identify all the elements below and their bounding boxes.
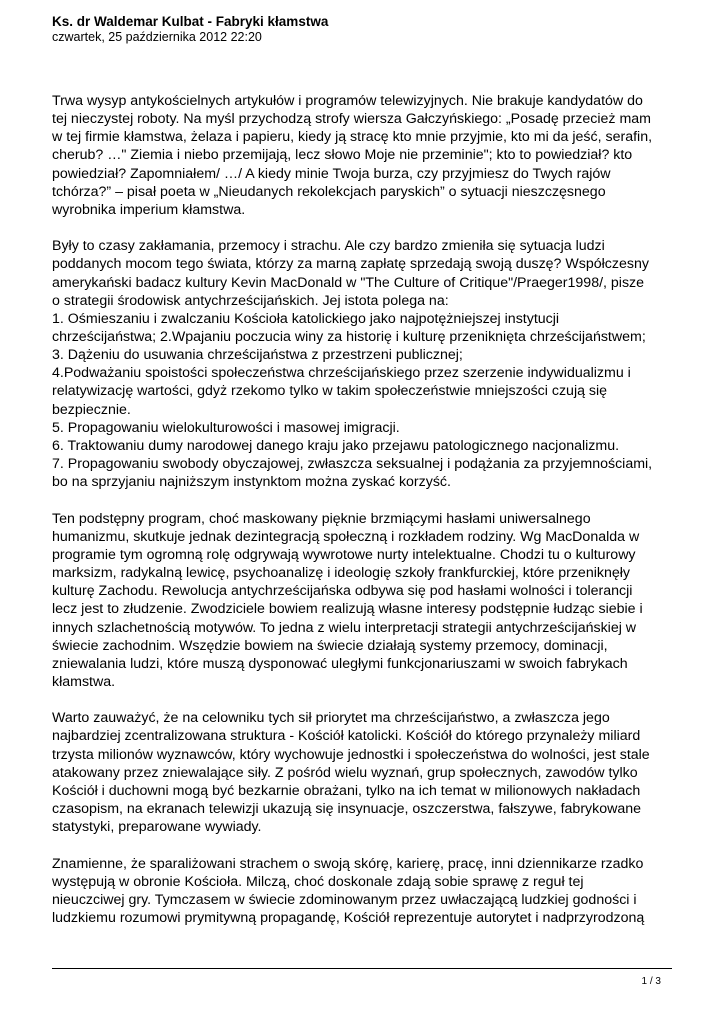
page-number: 1 / 3 (641, 976, 661, 987)
text-line: czasopism, na ekranach telewizji ukazują się insynuacje, oszczerstwa, fałszywe, fabrykowane (52, 801, 642, 818)
paragraph (52, 92, 677, 219)
list-line: 3. Dążeniu do usuwania chrześcijaństwa z przestrzeni publicznej; (52, 347, 463, 364)
text-line: Trwa wysyp antykościelnych artykułów i programów telewizyjnych. Nie brakuje kandydatów do (52, 93, 643, 109)
paragraph (52, 709, 677, 836)
text-line: poddanych mocom tego świata, którzy za marną zapłatę sprzedają swoją duszę? Współczesny (52, 256, 649, 273)
text-line: tchórza?” – pisał poeta w „Nieudanych rekolekcjach paryskich” o sytuacji nieszczęsnego (52, 183, 606, 200)
text-line: marksizm, radykalną lewicę, psychoanalizę i ideologię szkoły frankfurckiej, które przeniknęły (52, 565, 630, 582)
text-line: programie tym ogromną rolę odgrywają wywrotowe nurty intelektualne. Chodzi tu o kulturowy (52, 546, 636, 563)
text-line: Były to czasy zakłamania, przemocy i strachu. Ale czy bardzo zmieniła się sytuacja ludzi (52, 238, 605, 255)
list-line: relatywizację wartości, gdyż rzekomo tylko w takim społeczeństwie mniejszości czują się (52, 383, 608, 400)
text-line: amerykański badacz kultury Kevin MacDonald w "The Culture of Critique"/Praeger1998/, pisze (52, 274, 645, 291)
text-line: innych szlachetnością motywów. To jedna z wielu interpretacji strategii antychrześcijańskiej w (52, 619, 637, 636)
text-line: o strategii środowisk antychrześcijańskich. Jej istota polega na: (52, 292, 449, 309)
list-line: bezpiecznie. (52, 401, 131, 418)
list-line: 6. Traktowaniu dumy narodowej danego kraju jako przejawu patologicznego nacjonalizmu. (52, 437, 620, 454)
text-line: ludzkiemu rozumowi prymitywną propagandę, Kościół reprezentuje autorytet i nadprzyrodzoną (52, 909, 645, 926)
paragraph-spacer (52, 491, 677, 509)
text-line: występują w obronie Kościoła. Milczą, choć doskonale zdają sobie sprawę z reguł tej (52, 873, 584, 890)
text-line: w tej firmie kłamstwa, żelaza i papieru, kiedy ją stracę kto mnie przyjmie, kto mi da jeść, serafin, (52, 129, 653, 146)
text-line: humanizmu, skutkuje jednak dezintegracją społeczną i rozkładem rodziny. Wg MacDonalda w (52, 528, 640, 545)
paragraph (52, 510, 677, 692)
article-date: czwartek, 25 października 2012 22:20 (52, 30, 262, 44)
text-line: kłamstwa. (52, 673, 116, 690)
list-line: 1. Ośmieszaniu i zwalczaniu Kościoła katolickiego jako najpotężniejszej instytucji (52, 310, 560, 327)
footer-divider (52, 968, 672, 969)
paragraph-spacer (52, 836, 677, 854)
paragraph (52, 237, 677, 491)
list-line: 4.Podważaniu spoistości społeczeństwa chrześcijańskiego przez szerzenie indywidualizmu i (52, 365, 631, 382)
text-line: atakowany przez zniewalające siły. Z pośród wielu wyznań, grup społecznych, zawodów tylko (52, 764, 638, 781)
paragraph (52, 855, 677, 928)
article-title: Ks. dr Waldemar Kulbat - Fabryki kłamstwa (52, 14, 329, 29)
text-line: nieuczciwej gry. Tymczasem w świecie zdominowanym przez uwłaczającą ludzkiej godności i (52, 891, 637, 908)
text-line: Ten podstępny program, choć maskowany pięknie brzmiącymi hasłami uniwersalnego (52, 510, 591, 527)
document-header (52, 13, 672, 45)
list-line: bo na sprzyjaniu najniższym instynktom można zyskać korzyść. (52, 474, 451, 491)
text-line: statystyki, preparowane wywiady. (52, 819, 262, 836)
text-line: najbardziej zcentralizowana struktura - Kościół katolicki. Kościół do którego przynależy miliard (52, 728, 641, 745)
text-line: lecz jest to złudzenie. Zwodziciele bowiem realizują własne interesy podstępnie łudząc siebie i (52, 601, 643, 618)
text-line: Warto zauważyć, że na celowniku tych sił priorytet ma chrześcijaństwo, a zwłaszcza jego (52, 710, 610, 727)
list-line: 7. Propagowaniu swobody obyczajowej, zwłaszcza seksualnej i podążania za przyjemnościami, (52, 456, 653, 473)
text-line: Znamienne, że sparaliżowani strachem o swoją skórę, karierę, pracę, inni dziennikarze rzadko (52, 855, 644, 872)
article-body (52, 92, 677, 927)
text-line: zniewalania ludzi, które muszą dysponować uległymi funkcjonariuszami w swoich fabrykach (52, 655, 628, 672)
text-line: Kościół i duchowni mogą być bezkarnie obrażani, tylko na ich temat w milionowych nakładach (52, 782, 641, 799)
text-line: kulturę Zachodu. Rewolucja antychrześcijańska odbywa się pod hasłami wolności i tolerancji (52, 583, 633, 600)
text-line: powiedział? Zapomniałem/ …/ A kiedy minie Twoja burza, czy przyjmiesz do Twych rajów (52, 165, 611, 182)
list-line: 5. Propagowaniu wielokulturowości i masowej imigracji. (52, 419, 400, 436)
text-line: tej nieczystej roboty. Na myśl przychodzą strofy wiersza Gałczyńskiego: „Posadę przecież mam (52, 111, 651, 128)
text-line: wyrobnika imperium kłamstwa. (52, 201, 246, 218)
list-line: chrześcijaństwa; 2.Wpajaniu poczucia winy za historię i kulturę przeniknięta chrześcijaństwem; (52, 329, 646, 346)
text-line: świecie zachodnim. Wszędzie bowiem na świecie działają systemy przemocy, dominacji, (52, 637, 608, 654)
text-line: cherub? …" Ziemia i niebo przemijają, lecz słowo Moje nie przeminie"; kto to powiedział? kto (52, 147, 633, 164)
paragraph-spacer (52, 691, 677, 709)
text-line: trzysta milionów wyznawców, który wychowuje jednostki i społeczeństwa do wolności, jest stale (52, 746, 650, 763)
paragraph-spacer (52, 219, 677, 237)
